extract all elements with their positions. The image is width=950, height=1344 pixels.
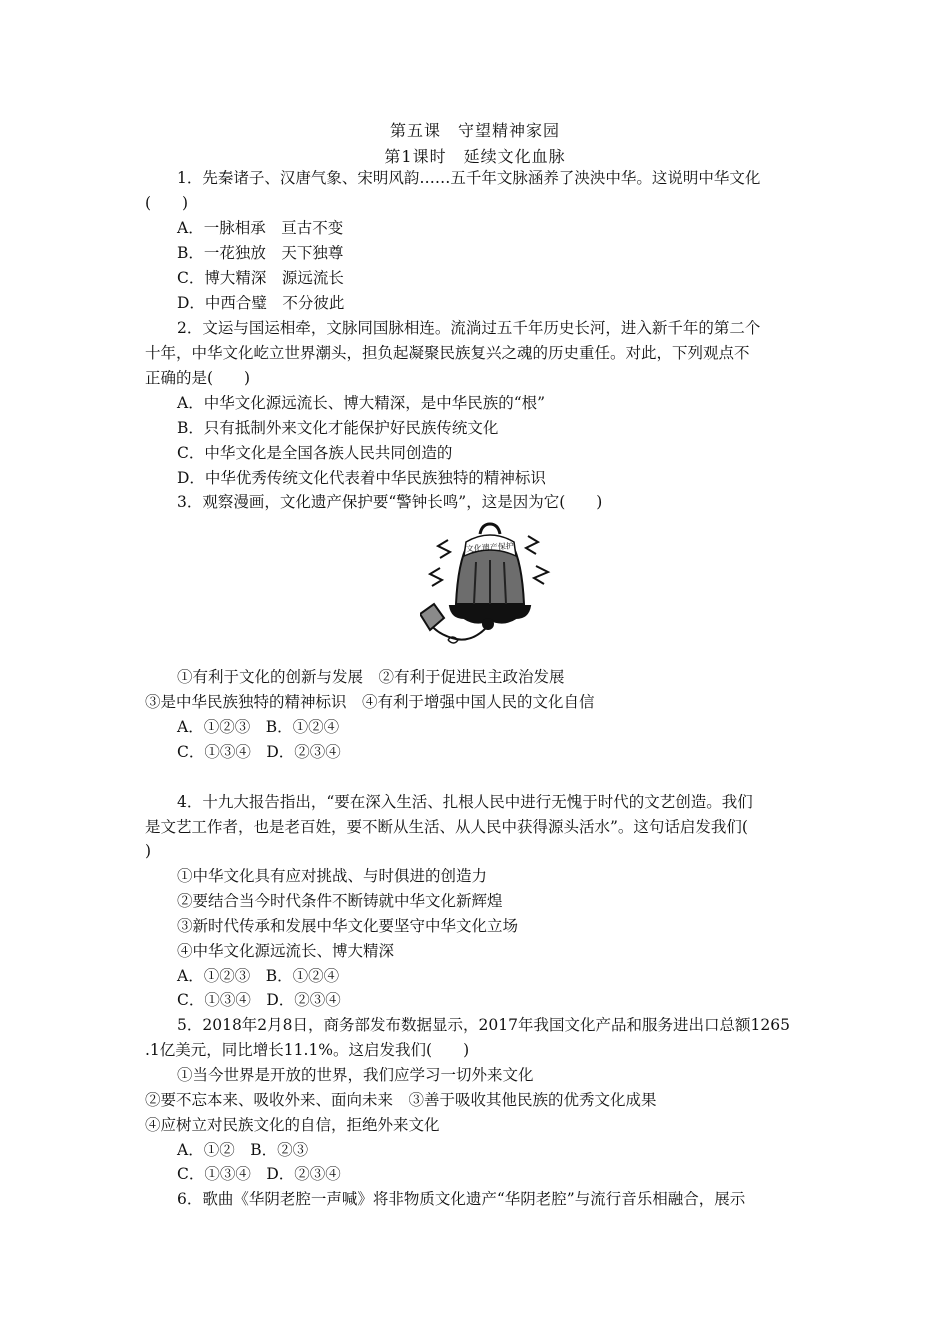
q4-item-2: ②要结合当今时代条件不断铸就中华文化新辉煌 xyxy=(177,892,503,910)
q3-items-line2: ③是中华民族独特的精神标识 ④有利于增强中国人民的文化自信 xyxy=(145,693,595,711)
q6-stem-line1: 6．歌曲《华阴老腔一声喊》将非物质文化遗产“华阴老腔”与流行音乐相融合，展示 xyxy=(177,1190,746,1208)
q4-item-1: ①中华文化具有应对挑战、与时俱进的创造力 xyxy=(177,867,488,885)
q2-stem-line1: 2．文运与国运相牵，文脉同国脉相连。流淌过五千年历史长河，进入新千年的第二个 xyxy=(177,319,761,337)
alarm-bell-cartoon xyxy=(420,522,558,650)
q1-option-d: D．中西合璧 不分彼此 xyxy=(177,294,345,312)
q2-option-d: D．中华优秀传统文化代表着中华民族独特的精神标识 xyxy=(177,469,546,487)
q2-option-c: C．中华文化是全国各族人民共同创造的 xyxy=(177,444,453,462)
q1-option-a: A．一脉相承 亘古不变 xyxy=(177,219,344,237)
q4-item-4: ④中华文化源远流长、博大精深 xyxy=(177,942,395,960)
q2-stem-line2: 十年，中华文化屹立世界潮头，担负起凝聚民族复兴之魂的历史重任。对此，下列观点不 xyxy=(145,344,750,362)
q4-options-line1: A．①②③ B．①②④ xyxy=(177,967,340,985)
q5-stem-line1: 5．2018年2月8日，商务部发布数据显示，2017年我国文化产品和服务进出口总额1265 xyxy=(177,1016,790,1034)
q4-stem-line2: 是文艺工作者，也是老百姓，要不断从生活、从人民中获得源头活水”。这句话启发我们( xyxy=(145,818,748,836)
lesson-title: 第五课 守望精神家园 xyxy=(389,121,560,140)
section-title: 第1课时 延续文化血脉 xyxy=(384,147,566,166)
q4-item-3: ③新时代传承和发展中华文化要坚守中华文化立场 xyxy=(177,917,519,935)
q5-items-line1: ①当今世界是开放的世界，我们应学习一切外来文化 xyxy=(177,1066,534,1084)
q5-options-line1: A．①② B．②③ xyxy=(177,1141,309,1159)
q4-options-line2: C．①③④ D．②③④ xyxy=(177,991,341,1009)
q4-stem-line3: ) xyxy=(145,842,152,860)
q2-option-b: B．只有抵制外来文化才能保护好民族传统文化 xyxy=(177,419,499,437)
q1-stem-line1: 1．先秦诸子、汉唐气象、宋明风韵……五千年文脉涵养了泱泱中华。这说明中华文化 xyxy=(177,169,761,187)
q5-items-line3: ④应树立对民族文化的自信，拒绝外来文化 xyxy=(145,1116,440,1134)
q2-stem-line3: 正确的是( ) xyxy=(145,369,251,387)
q1-stem-line2: ( ) xyxy=(145,194,189,212)
q1-option-c: C．博大精深 源远流长 xyxy=(177,269,344,287)
q5-stem-line2: .1亿美元，同比增长11.1%。这启发我们( ) xyxy=(145,1041,470,1059)
q3-options-line1: A．①②③ B．①②④ xyxy=(177,718,340,736)
q5-items-line2: ②要不忘本来、吸收外来、面向未来 ③善于吸收其他民族的优秀文化成果 xyxy=(145,1091,657,1109)
bell-illustration xyxy=(420,522,558,650)
q3-stem: 3．观察漫画，文化遗产保护要“警钟长鸣”，这是因为它( ) xyxy=(177,493,603,511)
q5-options-line2: C．①③④ D．②③④ xyxy=(177,1165,341,1183)
q3-items-line1: ①有利于文化的创新与发展 ②有利于促进民主政治发展 xyxy=(177,668,565,686)
q4-stem-line1: 4．十九大报告指出，“要在深入生活、扎根人民中进行无愧于时代的文艺创造。我们 xyxy=(177,793,753,811)
q2-option-a: A．中华文化源远流长、博大精深，是中华民族的“根” xyxy=(177,394,546,412)
q1-option-b: B．一花独放 天下独尊 xyxy=(177,244,344,262)
q3-options-line2: C．①③④ D．②③④ xyxy=(177,743,341,761)
bell-label-text: 文化遗产保护 xyxy=(465,541,515,554)
